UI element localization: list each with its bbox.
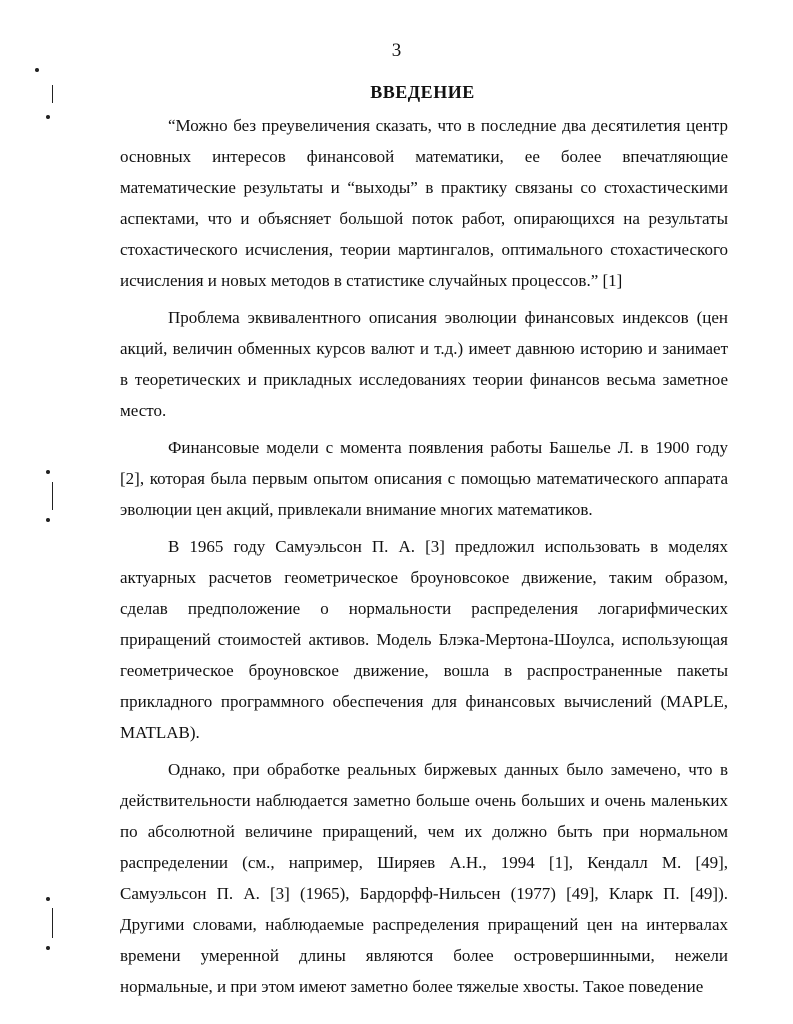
page-number: 3 — [391, 40, 402, 61]
paragraph-4: В 1965 году Самуэльсон П. А. [3] предложил использовать в моделях актуарных расчетов геометрическое броуновсокое движение, таким образом, сделав предположение о нормальности распределения логарифмических приращений стоимостей активов. Модель Блэка-Мертона-Шоулса, использующая геометрическое броуновское движение, вошла в распространенные пакеты прикладного программного обеспечения для финансовых вычислений (MAPLE, MATLAB). — [120, 537, 728, 742]
binding-mark — [52, 482, 53, 510]
binding-mark — [46, 470, 50, 474]
paragraph-5: Однако, при обработке реальных биржевых данных было замечено, что в действительности наблюдается заметно больше очень больших и очень маленьких по абсолютной величине приращений, чем их должно быть при нормальном распределении (см., например, Ширяев А.Н., 1994 [1], Кендалл М. [49], Самуэльсон П. А. [3] (1965), Бардорфф-Нильсен (1977) [49], Кларк П. [49]). Другими словами, наблюдаемые распределения приращений цен на интервалах времени умеренной длины являются более островершинными, нежели нормальные, и при этом имеют заметно более тяжелые хвосты. Такое поведение — [120, 760, 728, 996]
body-text — [120, 110, 728, 1002]
binding-mark — [52, 908, 53, 938]
binding-mark — [52, 85, 53, 103]
paragraph-3: Финансовые модели с момента появления работы Башелье Л. в 1900 году [2], которая была первым опытом описания с помощью математического аппарата эволюции цен акций, привлекали внимание многих математиков. — [120, 438, 728, 519]
binding-mark — [46, 115, 50, 119]
paragraph-1: “Можно без преувеличения сказать, что в последние два десятилетия центр основных интересов финансовой математики, ее более впечатляющие математические результаты и “выходы” в практику связаны со стохастическими аспектами, что и объясняет большой поток работ, опирающихся на результаты стохастического исчисления, теории мартингалов, оптимального стохастического исчисления и новых методов в статистике случайных процессов.” [1] — [120, 116, 728, 290]
binding-mark — [46, 897, 50, 901]
binding-mark — [35, 68, 39, 72]
binding-mark — [46, 946, 50, 950]
section-heading: ВВЕДЕНИЕ — [370, 82, 475, 102]
binding-mark — [46, 518, 50, 522]
paragraph-2: Проблема эквивалентного описания эволюции финансовых индексов (цен акций, величин обменных курсов валют и т.д.) имеет давнюю историю и занимает в теоретических и прикладных исследованиях теории финансов весьма заметное место. — [120, 308, 728, 420]
